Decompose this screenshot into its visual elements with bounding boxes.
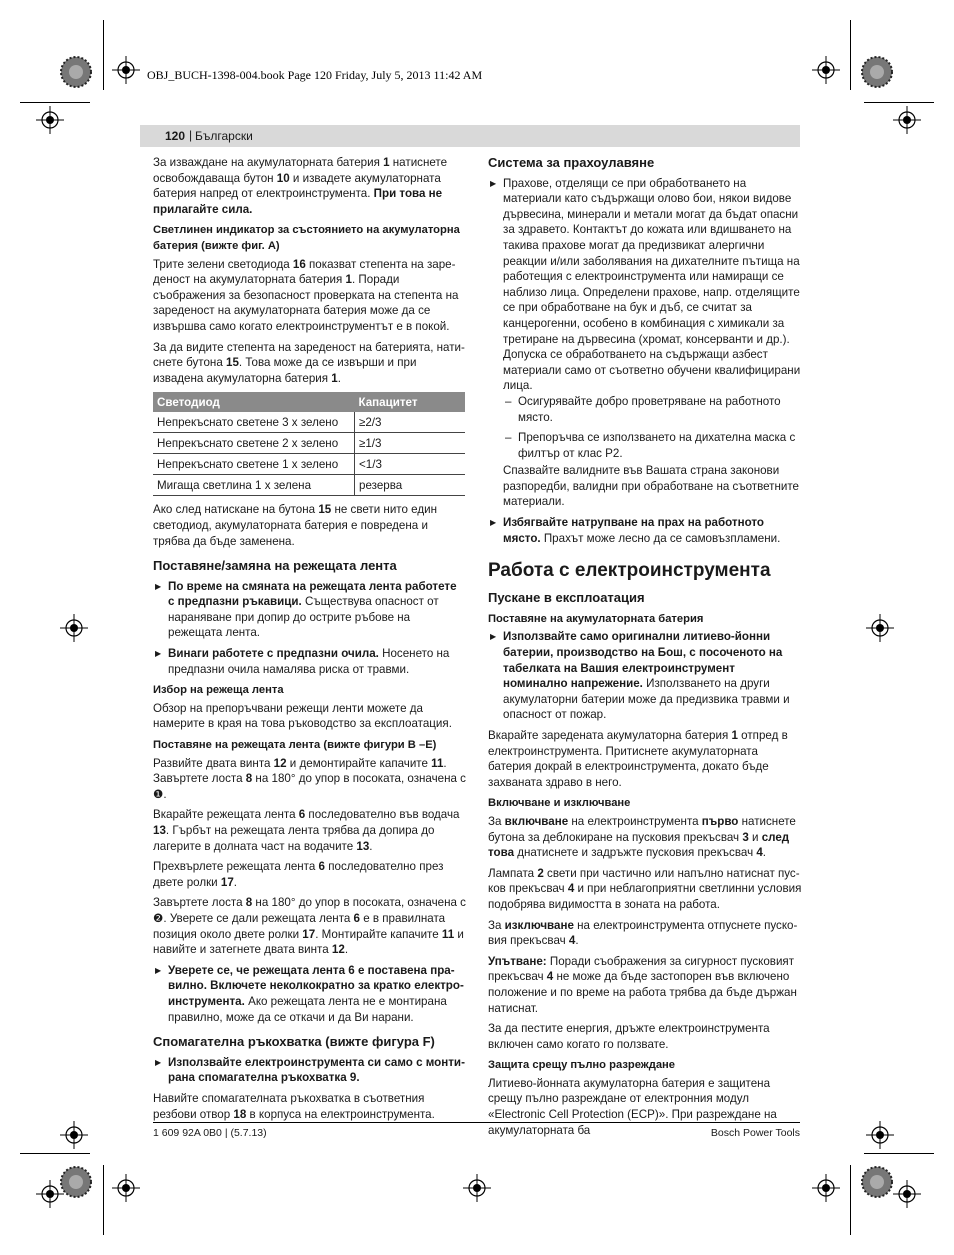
table-cell: Непрекъснато светене 3 x зелено [153,412,355,433]
table-cell: Мигаща светлина 1 x зелена [153,475,355,496]
crop-mark [850,1165,851,1235]
table-cell: резерва [355,475,466,496]
footer-brand: Bosch Power Tools [710,1127,800,1139]
heading-insert-battery: Поставяне на акумулаторната батерия [488,612,704,625]
star-target-icon [861,1166,893,1198]
table-row [153,454,465,475]
paragraph-step-2: Вкарайте режещата лента 6 последователно във водача 13. Гърбът на режещата лента трябва да допира до лагерите в долната част на водачите 13. [153,808,460,853]
paragraph-switch-on: За включване на електроинструмента първо натиснете бутона за деблокиране на пусковия прекъсвач 3 и след това днатиснете и задръжте пусковия прекъсвач 4. [488,814,796,860]
paragraph-lamp: Лампата 2 свети при частично или напълно натиснат пусков прекъсвач 4 и при неблагоприятни светлинни условия подобрява видимостта в зоната на работа. [488,866,802,911]
footer-rule [153,1122,800,1123]
right-column [488,155,802,1143]
heading-start-up: Пускане в експлоатация [488,590,645,606]
registration-mark-icon [112,56,140,84]
registration-mark-icon [463,1174,491,1202]
left-column [153,155,466,1127]
bullet-gloves: ▶ По време на смяната на режещата лента работете с предпазни ръкавици. Съществува опасност от нараняване при допир до острите ръбове на режещата лента. [153,579,466,641]
paragraph-deep-discharge: Литиево-йонната акумулаторна батерия е защитена срещу пълно разреждане от електронния модул «Electronic Cell Protection (ECP)». При разреждане на акумулаторната ба [488,1076,777,1137]
paragraph-no-led: Ако след натискане на бутона 15 не свети нито един светодиод, акумулаторната батерия е повредена и трябва да бъде заменена. [153,503,437,548]
heading-blade: Поставяне/замяна на режещата лента [153,558,397,574]
footer-doc-number: 1 609 92A 0B0 | (5.7.13) [153,1127,267,1139]
table-cell: Непрекъснато светене 1 x зелено [153,454,355,475]
crop-mark [103,1165,104,1235]
paragraph-step-3: Прехвърлете режещата лента 6 последователно през двете ролки 17. [153,860,444,889]
paragraph-insert-battery: Вкарайте заредената акумулаторна батерия 1 отпред в електроинструмента. Притиснете акумулаторната батерия докрай в електроинструмента, докато бъде захваната здраво в него. [488,729,788,789]
bullet-glasses: ▶ Винаги работете с предпазни очила. Носенето на предпазни очила намалява риска от травми. [153,646,466,677]
heading-aux-handle: Спомагателна ръкохватка (вижте фигура F) [153,1034,435,1050]
paragraph-step-4: Завъртете лоста 8 на 180° до упор в посоката, означена с ❷. Уверете се дали режещата лента 6 е в правилната позиция около двете ролки 17. Монтирайте капачите 11 и навийте и затегнете двата винта 12. [153,896,466,957]
paragraph-note: Упътване: Поради съображения за сигурност пусковият прекъсвач 4 не може да бъде застопорен във включено положение и по време на работа трябва да бъде държан натиснат. [488,954,797,1015]
paragraph-blade-choice: Обзор на препоръчвани режещи ленти можете да намерите в края на това ръководство за експлоатация. [153,701,452,731]
bullet-dust: ▶ Прахове, отделящи се при обработването на материали като съдържащи олово бои, някои видове дървесина, минерали и метали могат да бъдат опасни за здравето. Контактът до кожата или вдишването на такива прахове могат да предизвикат алергични реакции и/или заболявания на дихателните пътища на работещия с електроинструмента или намиращи се наблизо лица. Определени прахове, напр. отделящите се при обработване на бук и дъб, се считат за канцерогенни, особено в комбинация с химикали за третиране на дървесина (хромат, консерванти и др.). Допуска се обработването на съдържащи азбест материали само от съответно обучени квалифицирани лица. [488,176,802,394]
heading-blade-choice: Избор на режеща лента [153,684,284,697]
heading-indicator: Светлинен индикатор за състоянието на акумулаторна батерия (вижте фиг. A) [153,224,460,252]
registration-mark-icon [866,1121,894,1149]
star-target-icon [60,56,92,88]
crop-mark [103,20,104,90]
table-cell: <1/3 [355,454,466,475]
heading-deep-discharge: Защита срещу пълно разреждане [488,1059,676,1072]
registration-mark-icon [60,614,88,642]
table-header-row [153,392,465,412]
paragraph-leds: Трите зелени светодиода 16 показват степента на зареденост на акумулаторната батерия 1. Поради съображения за безопасност проверката на степента на зареденост на акумулаторната батерия може да се извършва само когато електроинструментът е в покой. [153,257,459,333]
table-cell: ≥2/3 [355,412,466,433]
registration-mark-icon [36,106,64,134]
bullet-verify-blade: ▶ Уверете се, че режещата лента 6 е поставена правилно. Включете неколкократно за кратко електроинструмента. Ако режещата лента не е монтирана правилно, може да се откачи и да Ви нарани. [153,963,466,1025]
registration-mark-icon [812,56,840,84]
table-row [153,412,465,433]
page-number: 120 [165,129,186,143]
paragraph-switch-off: За изключване на електроинструмента отпуснете пусковия прекъсвач 4. [488,918,798,948]
registration-mark-icon [866,614,894,642]
header-separator: | [189,128,193,142]
paragraph-regulations: Спазвайте валидните във Вашата страна законови разпоредби, валидни при обработване на съответните материали. [503,464,799,509]
bullet-original-batteries: ▶ Използвайте само оригинални литиево-йонни батерии, производство на Бош, с посоченото на табелката на Вашия електроинструмент номинално напрежение. Използването на други акумулаторни батерии може да предизвика травми и опасност от пожар. [488,629,802,723]
table-header-capacity: Капацитет [355,392,466,412]
table-header-led: Светодиод [153,392,355,412]
page-header [140,125,800,147]
heading-operation: Работа с електроинструмента [488,560,771,582]
registration-mark-icon [112,1174,140,1202]
crop-mark [864,1153,934,1154]
heading-insert-blade: Поставяне на режещата лента (вижте фигури B –E) [153,739,437,752]
paragraph-aux-handle: Навийте спомагателната ръкохватка в съответния резбови отвор 18 в корпуса на електроинструмента. [153,1091,435,1121]
paragraph-remove-battery: За изваждане на акумулаторната батерия 1 натиснете освобождаваща бутон 10 и извадете акумулаторната батерия напред от електроинструмента. При това не прилагайте сила. [153,156,448,216]
table-cell: Непрекъснато светене 2 x зелено [153,433,355,454]
registration-mark-icon [893,1180,921,1208]
registration-mark-icon [60,1121,88,1149]
paragraph-step-1: Развийте двата винта 12 и демонтирайте капачите 11. Завъртете лоста 8 на 180° до упор в посоката, означена с ❶. [153,756,466,801]
led-capacity-table [153,392,465,496]
table-row [153,433,465,454]
print-slug-line: OBJ_BUCH-1398-004.book Page 120 Friday, July 5, 2013 11:42 AM [147,68,483,82]
registration-mark-icon [812,1174,840,1202]
crop-mark [20,102,90,103]
star-target-icon [861,56,893,88]
paragraph-view-charge: За да видите степента на зареденост на батерията, натиснете бутона 15. Това може да се извърши и при извадена акумулаторна батерия 1. [153,340,465,385]
table-cell: ≥1/3 [355,433,466,454]
registration-mark-icon [893,106,921,134]
header-language: Български [195,129,253,143]
heading-on-off: Включване и изключване [488,797,631,810]
heading-dust: Система за прахоулавяне [488,155,655,170]
crop-mark [864,102,934,103]
star-target-icon [60,1166,92,1198]
bullet-aux-handle: ▶ Използвайте електроинструмента си само с монтирана спомагателна ръкохватка 9. [153,1055,466,1086]
paragraph-energy: За да пестите енергия, дръжте електроинструмента включен само когато го ползвате. [488,1022,770,1051]
crop-mark [20,1153,90,1154]
dash-ventilation: – Осигурявайте добро проветряване на работното място. [503,394,802,425]
table-row [153,475,465,496]
dash-mask: – Препоръчва се използването на дихателна маска с филтър от клас P2. [503,430,802,461]
crop-mark [850,20,851,90]
bullet-avoid-dust: ▶ Избягвайте натрупване на прах на работното място. Прахът може лесно да се самовъзпламени. [488,515,802,546]
